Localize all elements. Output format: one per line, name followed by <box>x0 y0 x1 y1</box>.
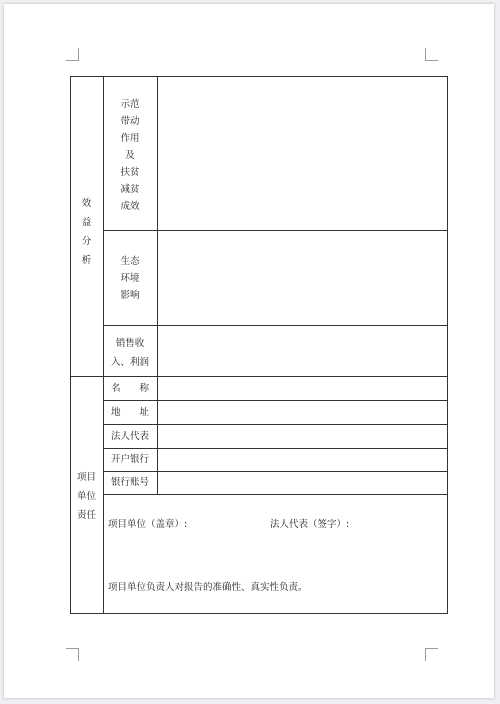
crop-mark-bottom-left <box>66 648 79 661</box>
field-account-value[interactable] <box>158 472 447 494</box>
section-benefit-analysis-label: 效 益 分 析 <box>81 198 92 266</box>
crop-mark-bottom-right <box>425 648 438 661</box>
field-bank-value[interactable] <box>158 449 447 471</box>
ecology-value-cell[interactable] <box>158 231 447 325</box>
field-address-label: 地 址 <box>110 407 149 418</box>
demonstration-value-cell[interactable] <box>158 77 447 230</box>
field-account-label: 银行账号 <box>110 477 149 488</box>
crop-mark-top-left <box>66 48 79 61</box>
section-project-responsibility-label: 项目 单位 责任 <box>76 472 96 521</box>
crop-mark-top-right <box>425 48 438 61</box>
field-name-label: 名 称 <box>110 383 149 394</box>
table-divider <box>103 494 448 495</box>
field-name-value[interactable] <box>158 377 447 400</box>
legal-rep-signature-label: 法人代表（签字）: <box>270 519 350 530</box>
field-bank-label: 开户银行 <box>110 454 149 465</box>
row-demonstration-label: 示范 带动 作用 及 扶贫 减贫 成效 <box>120 99 140 212</box>
field-legal-rep-value[interactable] <box>158 425 447 448</box>
responsibility-statement: 项目单位负责人对报告的准确性、真实性负责。 <box>108 582 308 593</box>
row-sales-label: 销售收 入、利润 <box>110 338 149 368</box>
sales-value-cell[interactable] <box>158 326 447 376</box>
field-address-value[interactable] <box>158 401 447 424</box>
row-ecology-label: 生态 环境 影响 <box>120 256 140 301</box>
unit-seal-label: 项目单位（盖章）: <box>108 519 188 530</box>
field-legal-rep-label: 法人代表 <box>110 431 149 442</box>
